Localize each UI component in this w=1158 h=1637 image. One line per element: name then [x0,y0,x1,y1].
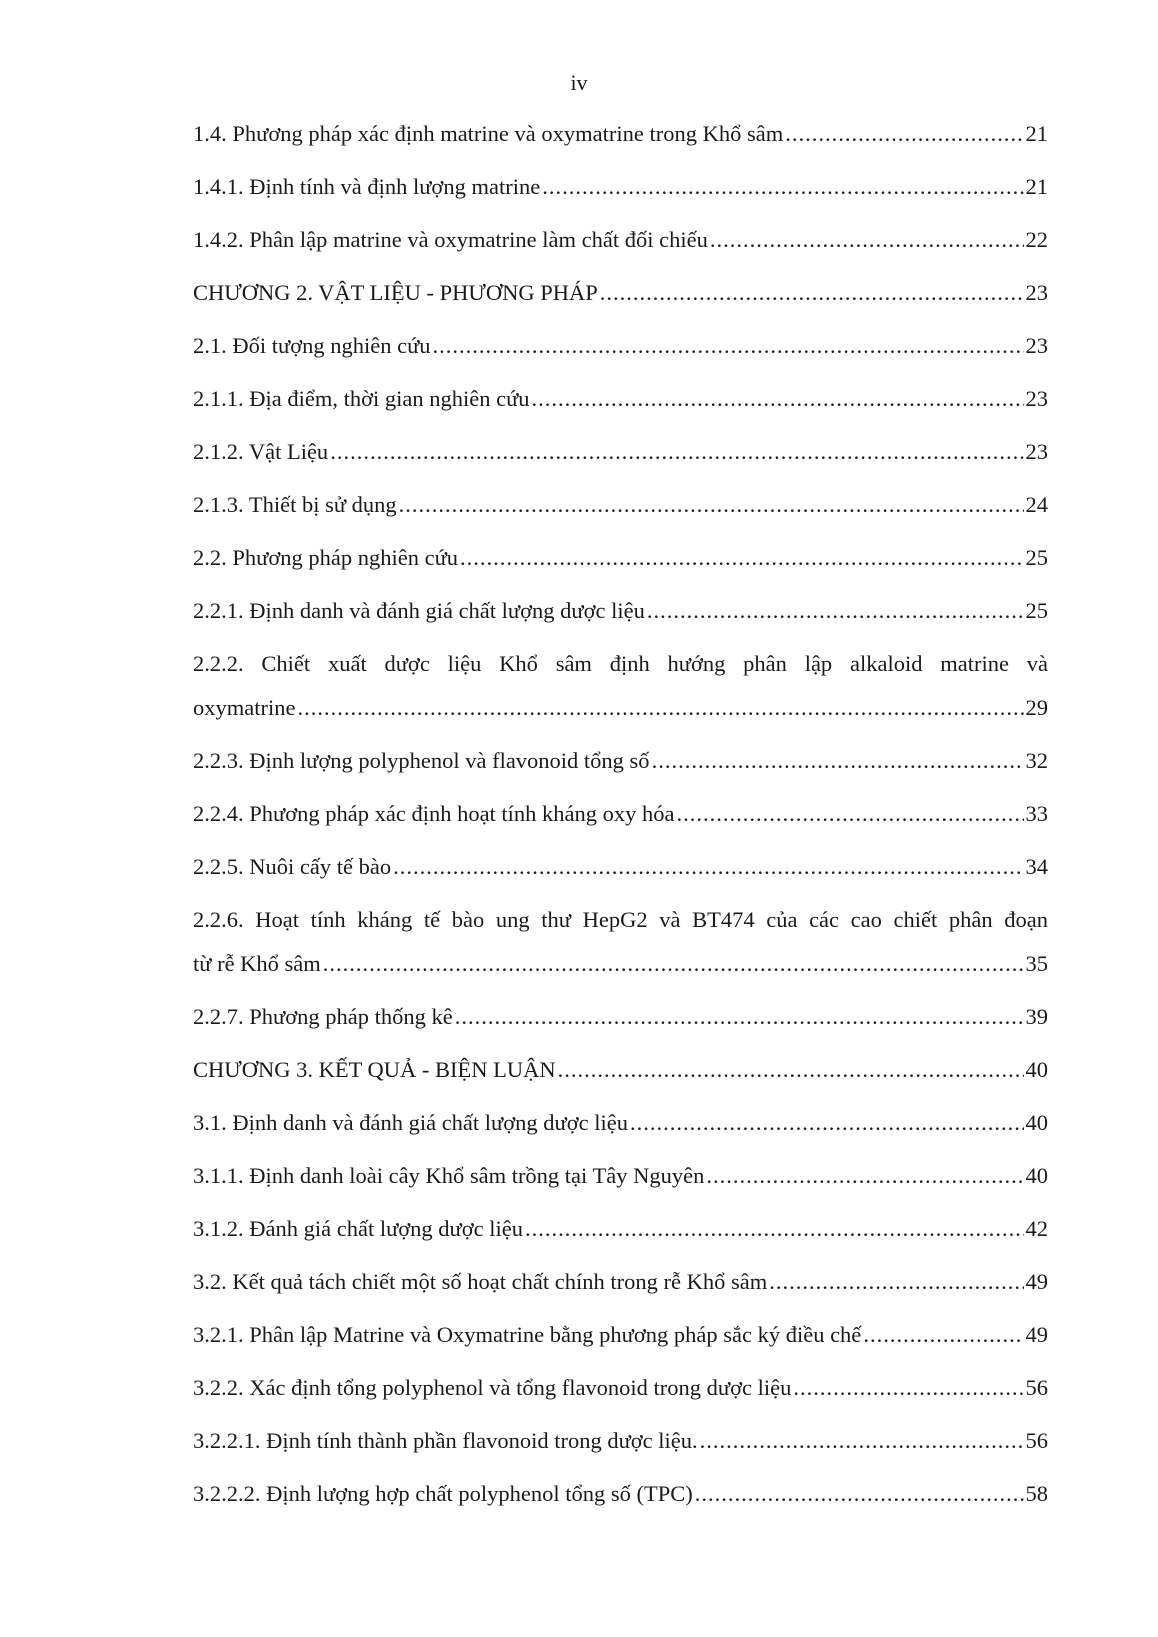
toc-entry-title: 2.2.7. Phương pháp thống kê [193,1004,453,1029]
toc-entry[interactable] [193,898,1048,986]
dot-leader [460,536,1023,580]
toc-entry-title: 2.2.1. Định danh và đánh giá chất lượng dược liệu [193,598,645,623]
toc-entry[interactable] [193,1207,1048,1251]
toc-entry-page: 49 [1025,1322,1048,1347]
toc-entry-title: 2.1.3. Thiết bị sử dụng [193,492,397,517]
toc-entry-title: 2.2.5. Nuôi cấy tế bào [193,854,392,879]
toc-entry-page: 21 [1025,174,1048,199]
dot-leader [785,112,1023,156]
toc-entry-title: 3.1.2. Đánh giá chất lượng dược liệu [193,1216,523,1241]
toc-entry[interactable] [193,995,1048,1039]
dot-leader [706,1154,1023,1198]
dot-leader [647,589,1024,633]
toc-entry[interactable] [193,1101,1048,1145]
dot-leader [695,1472,1024,1516]
toc-entry-page: 34 [1025,854,1048,879]
toc-entry-title: 1.4.1. Định tính và định lượng matrine [193,174,541,199]
dot-leader [455,995,1024,1039]
toc-entry-page: 21 [1025,121,1048,146]
toc-entry-title: 1.4. Phương pháp xác định matrine và oxymatrine trong Khổ sâm [193,121,784,146]
toc-entry-title: 1.4.2. Phân lập matrine và oxymatrine làm chất đối chiếu [193,227,708,252]
toc-entry-title-line1: 2.2.6. Hoạt tính kháng tế bào ung thư HepG2 và BT474 của các cao chiết phân đoạn [193,907,1048,932]
toc-entry-page: 29 [1025,695,1048,720]
page-number: iv [570,70,588,95]
toc-entry-page: 35 [1025,951,1048,976]
toc-entry[interactable] [193,1260,1048,1304]
toc-entry[interactable] [193,1366,1048,1410]
toc-entry-page: 42 [1025,1216,1048,1241]
dot-leader [700,1419,1024,1463]
toc-entry-title: 2.1. Đối tượng nghiên cứu [193,333,431,358]
toc-entry-page: 23 [1025,386,1048,411]
toc-entry-title: 3.2.2. Xác định tổng polyphenol và tổng flavonoid trong dược liệu [193,1375,792,1400]
dot-leader [652,739,1024,783]
toc-entry-title: 3.2.2.1. Định tính thành phần flavonoid trong dược liệu. [193,1428,698,1453]
toc-entry-page: 58 [1025,1481,1048,1506]
toc-entry[interactable] [193,165,1048,209]
toc-entry-title: 2.1.2. Vật Liệu [193,439,329,464]
toc-entry[interactable] [193,218,1048,262]
toc-entry-title: 2.2.3. Định lượng polyphenol và flavonoid tổng số [193,748,650,773]
toc-entry-title: CHƯƠNG 3. KẾT QUẢ - BIỆN LUẬN [193,1057,556,1082]
dot-leader [769,1260,1023,1304]
toc-entry-page: 25 [1025,545,1048,570]
toc-entry-page: 23 [1025,333,1048,358]
dot-leader [399,483,1024,527]
toc-entry-page: 23 [1025,439,1048,464]
toc-entry-title: 3.2. Kết quả tách chiết một số hoạt chất chính trong rễ Khổ sâm [193,1269,768,1294]
toc-entry[interactable] [193,739,1048,783]
dot-leader [323,942,1024,986]
toc-entry[interactable] [193,642,1048,730]
toc-entry[interactable] [193,845,1048,889]
dot-leader [558,1048,1024,1092]
toc-entry[interactable] [193,271,1048,315]
toc-entry-page: 24 [1025,492,1048,517]
toc-entry-title: 2.2.4. Phương pháp xác định hoạt tính kháng oxy hóa [193,801,675,826]
toc-entry-title: CHƯƠNG 2. VẬT LIỆU - PHƯƠNG PHÁP [193,280,598,305]
toc-entry[interactable] [193,324,1048,368]
toc-entry[interactable] [193,377,1048,421]
toc-entry-page: 40 [1025,1110,1048,1135]
toc-entry-title: oxymatrine [193,695,296,720]
toc-entry-page: 56 [1025,1375,1048,1400]
toc-entry-title-line1: 2.2.2. Chiết xuất dược liệu Khổ sâm định hướng phân lập alkaloid matrine và [193,651,1048,676]
toc-entry[interactable] [193,589,1048,633]
toc-entry-page: 25 [1025,598,1048,623]
toc-entry-page: 49 [1025,1269,1048,1294]
toc-entry[interactable] [193,1419,1048,1463]
dot-leader [393,845,1023,889]
toc-entry-title: 3.2.2.2. Định lượng hợp chất polyphenol tổng số (TPC) [193,1481,693,1506]
dot-leader [542,165,1023,209]
toc-entry[interactable] [193,1472,1048,1516]
toc-entry-title: 2.2. Phương pháp nghiên cứu [193,545,459,570]
toc-entry[interactable] [193,536,1048,580]
toc-entry-page: 23 [1025,280,1048,305]
dot-leader [433,324,1024,368]
dot-leader [525,1207,1024,1251]
toc-entry-title: 3.1.1. Định danh loài cây Khổ sâm trồng tại Tây Nguyên [193,1163,705,1188]
dot-leader [532,377,1024,421]
toc-entry-title: từ rễ Khổ sâm [193,951,321,976]
dot-leader [863,1313,1023,1357]
dot-leader [600,271,1024,315]
toc-entry-page: 33 [1025,801,1048,826]
toc-entry-page: 40 [1025,1163,1048,1188]
toc-entry-page: 39 [1025,1004,1048,1029]
toc-entry-page: 22 [1025,227,1048,252]
dot-leader [793,1366,1023,1410]
toc-entry[interactable] [193,1313,1048,1357]
toc-entry-title: 3.2.1. Phân lập Matrine và Oxymatrine bằng phương pháp sắc ký điều chế [193,1322,862,1347]
toc-entry[interactable] [193,483,1048,527]
toc-entry-page: 32 [1025,748,1048,773]
toc-entry-page: 56 [1025,1428,1048,1453]
dot-leader [630,1101,1024,1145]
toc-entry[interactable] [193,430,1048,474]
toc-entry[interactable] [193,1048,1048,1092]
dot-leader [677,792,1024,836]
table-of-contents [193,112,1048,1525]
toc-entry[interactable] [193,112,1048,156]
toc-entry-title: 3.1. Định danh và đánh giá chất lượng dược liệu [193,1110,628,1135]
toc-entry-title: 2.1.1. Địa điểm, thời gian nghiên cứu [193,386,530,411]
toc-entry[interactable] [193,1154,1048,1198]
dot-leader [330,430,1023,474]
toc-entry[interactable] [193,792,1048,836]
dot-leader [710,218,1024,262]
toc-entry-page: 40 [1025,1057,1048,1082]
dot-leader [297,686,1023,730]
